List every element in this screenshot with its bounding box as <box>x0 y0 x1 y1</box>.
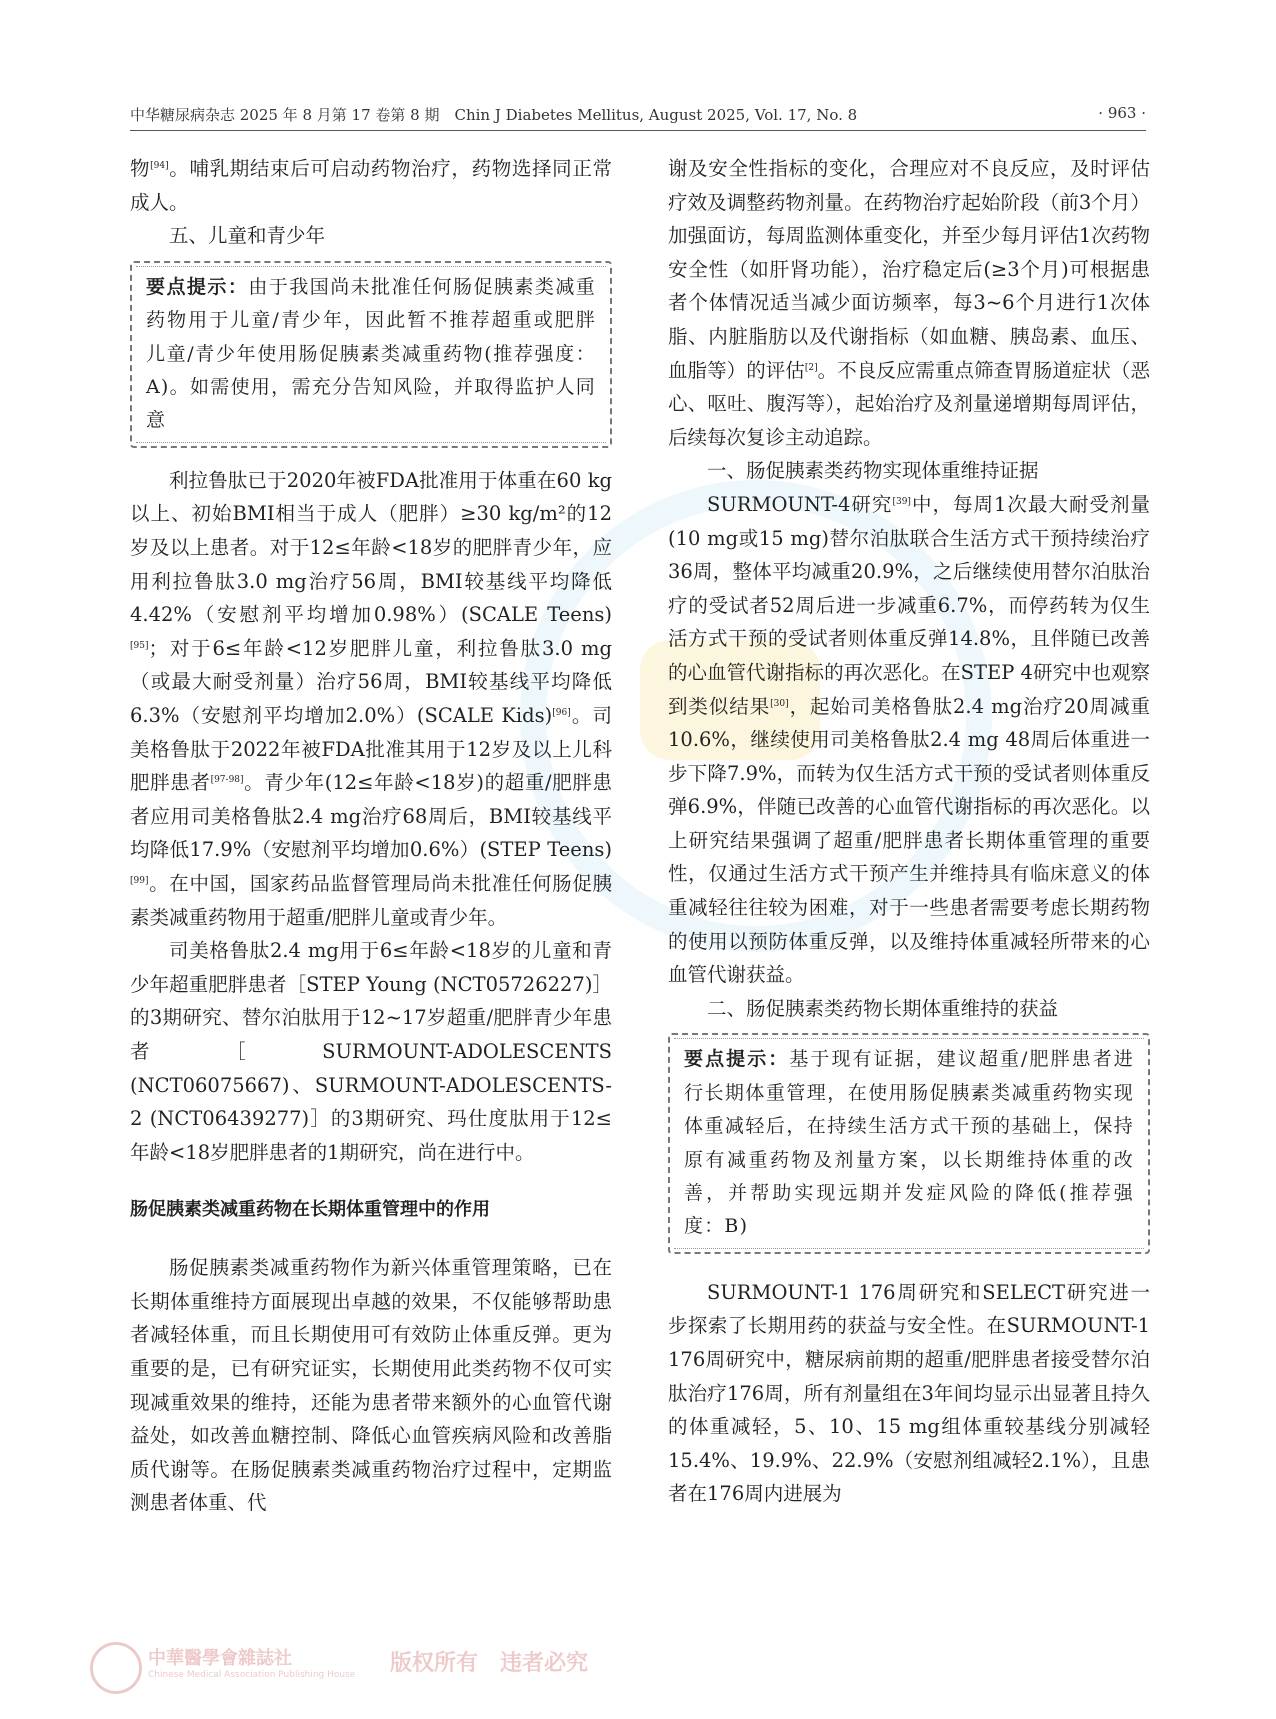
key-point-text: 由于我国尚未批准任何肠促胰素类减重药物用于儿童/青少年，因此暂不推荐超重或肥胖儿童/青少年使用肠促胰素类减重药物(推荐强度：A)。如需使用，需充分告知风险，并取得监护人同意 <box>146 275 596 432</box>
citation: [2] <box>804 362 818 373</box>
left-column <box>130 152 612 1520</box>
paragraph: SURMOUNT-1 176周研究和SELECT研究进一步探索了长期用药的获益与安全性。在SURMOUNT-1 176周研究中，糖尿病前期的超重/肥胖患者接受替尔泊肽治疗176周，所有剂量组在3年间均显示出显著且持久的体重减轻，5、10、15 mg组体重较基线分别减轻15.4%、19.9%、22.9%（安慰剂组减轻2.1%），且患者在176周内进展为 <box>668 1280 1150 1506</box>
section-title: 肠促胰素类减重药物在长期体重管理中的作用 <box>130 1199 490 1221</box>
paragraph: 司美格鲁肽2.4 mg用于6≤年龄<18岁的儿童和青少年超重肥胖患者［STEP Young (NCT05726227)］的3期研究、替尔泊肽用于12~17岁超重/肥胖青少年患者［SURMOUNT-ADOLESCENTS (NCT06075667)、SURMOUNT-ADOLESCENTS-2 (NCT06439277)］的3期研究、玛仕度肽用于12≤年龄<18岁肥胖患者的1期研究，尚在进行中。 <box>130 939 612 1164</box>
citation: [97-98] <box>210 775 244 786</box>
citation: [30] <box>770 698 789 709</box>
key-point-label: 要点提示： <box>684 1048 790 1071</box>
publisher-seal-icon <box>90 1642 142 1694</box>
key-point-text: 基于现有证据，建议超重/肥胖患者进行长期体重管理，在使用肠促胰素类减重药物实现体重减轻后，在持续生活方式干预的基础上，保持原有减重药物及剂量方案，以长期维持体重的改善，并帮助实现远期并发症风险的降低(推荐强度：B) <box>684 1048 1134 1238</box>
running-header <box>130 100 1146 128</box>
paragraph: 肠促胰素类减重药物作为新兴体重管理策略，已在长期体重维持方面展现出卓越的效果，不仅能够帮助患者减轻体重，而且长期使用可有效防止体重反弹。更为重要的是，已有研究证实，长期使用此类药物不仅可实现减重效果的维持，还能为患者带来额外的心血管代谢益处，如改善血糖控制、降低心血管疾病风险和改善脂质代谢等。在肠促胰素类减重药物治疗过程中，定期监测患者体重、代 <box>130 1256 612 1515</box>
subsection-heading: 五、儿童和青少年 <box>169 224 326 248</box>
paragraph: 物[94]。哺乳期结束后可启动药物治疗，药物选择同正常成人。 <box>130 157 612 214</box>
publisher-name-en: Chinese Medical Association Publishing House <box>148 1670 356 1680</box>
subsection-heading: 二、肠促胰素类药物长期体重维持的获益 <box>707 996 1059 1020</box>
citation: [94] <box>150 161 169 171</box>
paragraph: 谢及安全性指标的变化，合理应对不良反应，及时评估疗效及调整药物剂量。在药物治疗起始阶段（前3个月）加强面访，每周监测体重变化，并至少每月评估1次药物安全性（如肝肾功能），治疗稳定后(≥3个月)可根据患者个体情况适当减少面访频率，每3~6个月进行1次体脂、内脏脂肪以及代谢指标（如血糖、胰岛素、血压、血脂等）的评估[2]。不良反应需重点筛查胃肠道症状（恶心、呕吐、腹泻等），起始治疗及剂量递增期每周评估，后续每次复诊主动追踪。 <box>668 157 1150 449</box>
page-number: · 963 · <box>1098 104 1146 122</box>
citation: [96] <box>552 707 571 718</box>
publisher-watermark <box>90 1640 610 1690</box>
copyright-mark: 版权所有 违者必究 <box>390 1651 589 1676</box>
key-point-box <box>130 261 612 448</box>
subsection-heading: 一、肠促胰素类药物实现体重维持证据 <box>707 459 1039 483</box>
journal-info: 中华糖尿病杂志 2025 年 8 月第 17 卷第 8 期 Chin J Diabetes Mellitus, August 2025, Vol. 17, No. 8 <box>130 106 858 124</box>
paragraph: 利拉鲁肽已于2020年被FDA批准用于体重在60 kg以上、初始BMI相当于成人（肥胖）≥30 kg/m²的12岁及以上患者。对于12≤年龄<18岁的肥胖青少年，应用利拉鲁肽3.0 mg治疗56周，BMI较基线平均降低4.42%（安慰剂平均增加0.98%）(SCALE Teens)[95]；对于6≤年龄<12岁肥胖儿童，利拉鲁肽3.0 mg（或最大耐受剂量）治疗56周，BMI较基线平均降低6.3%（安慰剂平均增加2.0%）(SCALE Kids)[96]。司美格鲁肽于2022年被FDA批准其用于12岁及以上儿科肥胖患者[97-98]。青少年(12≤年龄<18岁)的超重/肥胖患者应用司美格鲁肽2.4 mg治疗68周后，BMI较基线平均降低17.9%（安慰剂平均增加0.6%）(STEP Teens)[99]。在中国，国家药品监督管理局尚未批准任何肠促胰素类减重药物用于超重/肥胖儿童或青少年。 <box>130 468 612 929</box>
citation: [99] <box>130 875 149 886</box>
right-column <box>668 152 1150 1511</box>
citation: [39] <box>892 496 911 507</box>
paragraph: SURMOUNT-4研究[39]中，每周1次最大耐受剂量(10 mg或15 mg)替尔泊肽联合生活方式干预持续治疗36周，整体平均减重20.9%，之后继续使用替尔泊肽治疗的受试者52周后进一步减重6.7%，而停药转为仅生活方式干预的受试者则体重反弹14.8%，且伴随已改善的心血管代谢指标的再次恶化。在STEP 4研究中也观察到类似结果[30]，起始司美格鲁肽2.4 mg治疗20周减重10.6%，继续使用司美格鲁肽2.4 mg 48周后体重进一步下降7.9%，而转为仅生活方式干预的受试者则体重反弹6.9%，伴随已改善的心血管代谢指标的再次恶化。以上研究结果强调了超重/肥胖患者长期体重管理的重要性，仅通过生活方式干预产生并维持具有临床意义的体重减轻往往较为困难，对于一些患者需要考虑长期药物的使用以预防体重反弹，以及维持体重减轻所带来的心血管代谢获益。 <box>668 492 1150 987</box>
publisher-name: 中華醫學會雜誌社 <box>148 1648 292 1669</box>
citation: [95] <box>130 640 149 651</box>
key-point-box <box>668 1033 1150 1253</box>
key-point-label: 要点提示： <box>146 275 249 298</box>
header-rule <box>130 130 1146 131</box>
